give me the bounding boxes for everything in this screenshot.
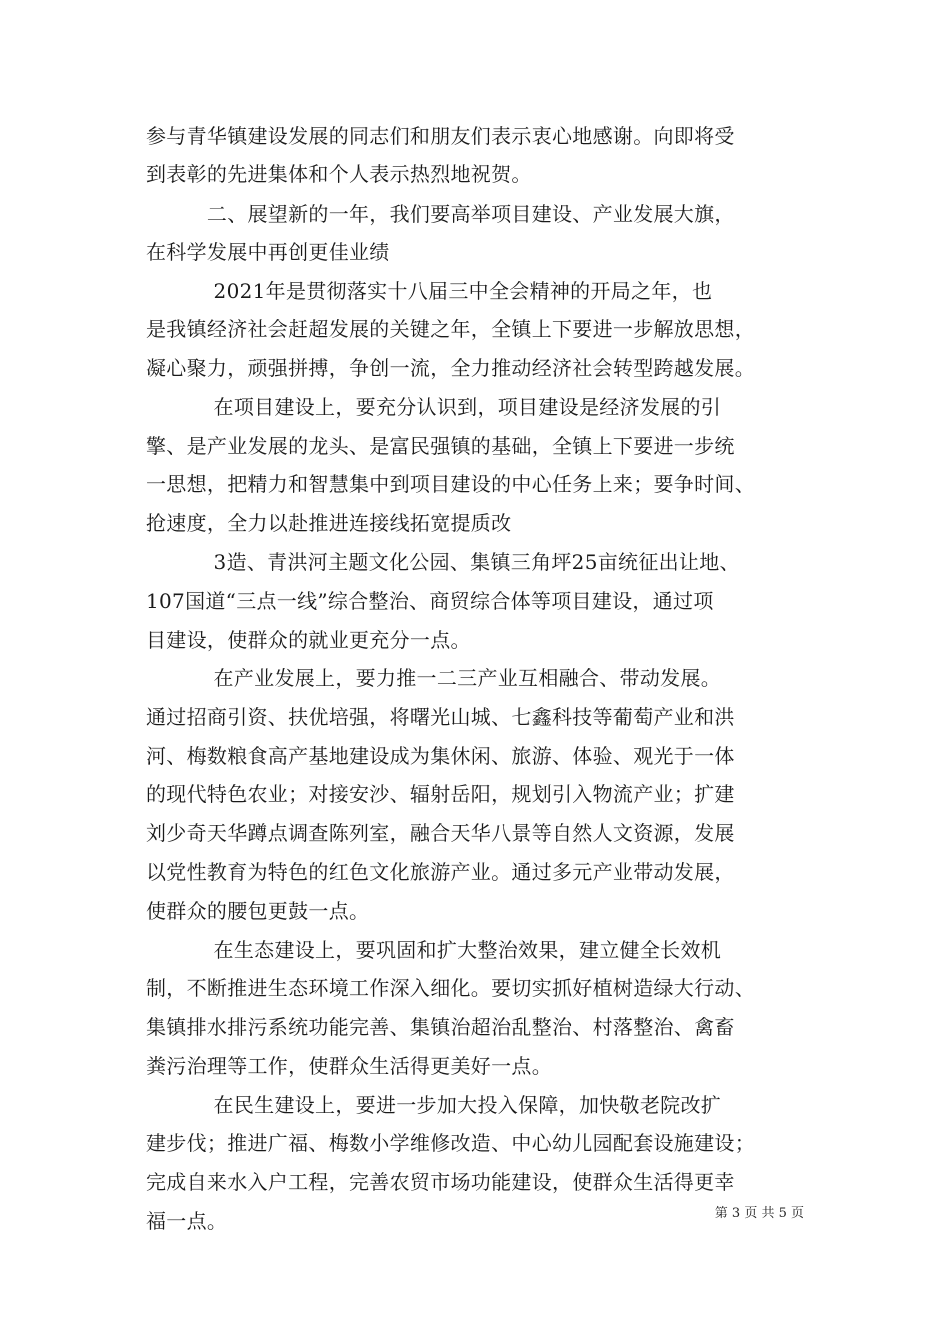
section-heading-line-2: 在科学发展中再创更佳业绩 [146,240,390,264]
text-line-2: 到表彰的先进集体和个人表示热烈地祝贺。 [146,162,532,186]
text-line-19: 刘少奇天华蹲点调查陈列室，融合天华八景等自然人文资源，发展 [146,821,735,845]
text-line-1: 参与青华镇建设发展的同志们和朋友们表示衷心地感谢。向即将受 [146,124,735,148]
text-line-16: 通过招商引资、扶优培强，将曙光山城、七鑫科技等葡萄产业和洪 [146,705,735,729]
text-line-14: 目建设，使群众的就业更充分一点。 [146,628,471,652]
text-line-10: 一思想，把精力和智慧集中到项目建设的中心任务上来；要争时间、 [146,472,755,496]
text-line-18: 的现代特色农业；对接安沙、辐射岳阳，规划引入物流产业；扩建 [146,782,735,806]
text-line-12: 3造、青洪河主题文化公园、集镇三角坪25亩统征出让地、 [146,550,740,574]
text-line-20: 以党性教育为特色的红色文化旅游产业。通过多元产业带动发展， [146,860,735,884]
text-line-5: 2021年是贯彻落实十八届三中全会精神的开局之年，也 [146,279,713,303]
text-line-11: 抢速度，全力以赴推进连接线拓宽提质改 [146,511,512,535]
text-line-6: 是我镇经济社会赶超发展的关键之年，全镇上下要进一步解放思想， [146,317,755,341]
text-line-13: 107国道“三点一线”综合整治、商贸综合体等项目建设，通过项 [146,589,714,613]
text-line-28: 完成自来水入户工程，完善农贸市场功能建设，使群众生活得更幸 [146,1170,735,1194]
text-line-21: 使群众的腰包更鼓一点。 [146,899,370,923]
text-line-9: 擎、是产业发展的龙头、是富民强镇的基础，全镇上下要进一步统 [146,434,735,458]
text-line-25: 粪污治理等工作，使群众生活得更美好一点。 [146,1054,552,1078]
section-heading-line-1: 二、展望新的一年，我们要高举项目建设、产业发展大旗， [146,202,735,226]
text-line-24: 集镇排水排污系统功能完善、集镇治超治乱整治、村落整治、禽畜 [146,1015,735,1039]
text-line-29: 福一点。 [146,1209,228,1233]
text-line-15: 在产业发展上，要力推一二三产业互相融合、带动发展。 [146,666,722,690]
text-line-27: 建步伐；推进广福、梅数小学维修改造、中心幼儿园配套设施建设； [146,1131,755,1155]
text-line-23: 制，不断推进生态环境工作深入细化。要切实抓好植树造绿大行动、 [146,976,755,1000]
page-number-footer: 第 3 页 共 5 页 [714,1206,804,1221]
text-line-7: 凝心聚力，顽强拼搏，争创一流，全力推动经济社会转型跨越发展。 [146,356,755,380]
text-line-8: 在项目建设上，要充分认识到，项目建设是经济发展的引 [146,395,722,419]
text-line-22: 在生态建设上，要巩固和扩大整治效果，建立健全长效机 [146,938,722,962]
text-line-26: 在民生建设上，要进一步加大投入保障，加快敬老院改扩 [146,1093,722,1117]
text-line-17: 河、梅数粮食高产基地建设成为集休闲、旅游、体验、观光于一体 [146,744,735,768]
